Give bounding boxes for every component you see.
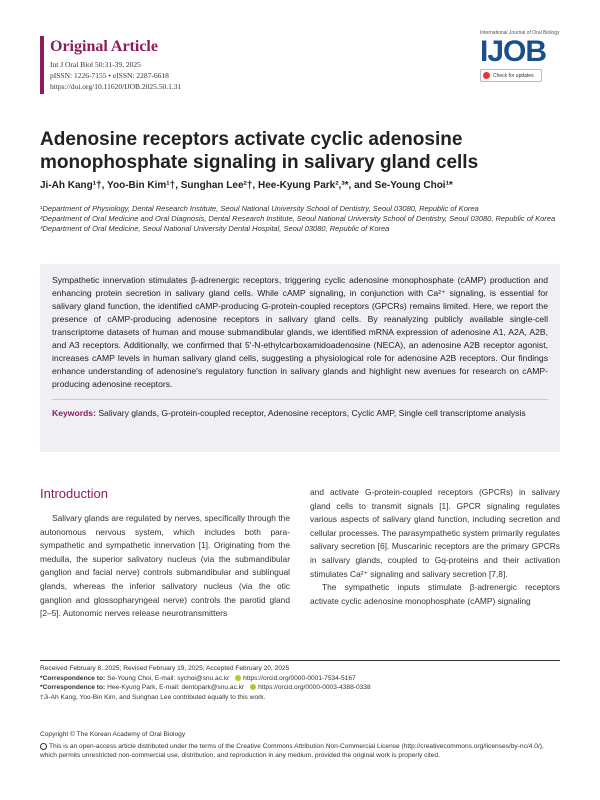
copyright-block bbox=[40, 730, 560, 763]
citation: Int J Oral Biol 50:31-39, 2025 bbox=[50, 60, 141, 69]
abstract-divider bbox=[52, 399, 548, 400]
received-dates: Received February 8, 2025; Revised February 19, 2025; Accepted February 20, 2025 bbox=[40, 665, 290, 672]
license-text: This is an open-access article distributed under the terms of the Creative Commons Attribution Non-Commercial License (http://creativecommons.org/licenses/by-nc/4.0/), which permits unrestricted non-commercial use, distribution, and reproduction in any medium, provided the original work is properly cited. bbox=[40, 743, 544, 759]
paper-title: Adenosine receptors activate cyclic adenosine monophosphate signaling in salivary gland cells bbox=[40, 129, 479, 173]
abstract-box bbox=[40, 264, 560, 452]
article-type: Original Article bbox=[50, 38, 158, 55]
intro-paragraph-2: The sympathetic inputs stimulate β-adrenergic receptors activate cyclic adenosine monophosphate (cAMP) signaling bbox=[310, 582, 560, 606]
body-right-column bbox=[310, 486, 560, 608]
footnotes bbox=[40, 660, 560, 702]
orcid-link-1[interactable]: https://orcid.org/0000-0001-7534-5167 bbox=[243, 674, 356, 682]
correspondence-2-text: Hee-Kyung Park, E-mail: dentopark@snu.ac.kr bbox=[107, 684, 245, 691]
correspondence-2-label: *Correspondence to: bbox=[40, 684, 106, 691]
correspondence-2 bbox=[40, 683, 560, 693]
affiliation-1: ¹Department of Physiology, Dental Research Institute, Seoul National University School of Dentistry, Seoul 03080, Republic of Korea bbox=[40, 204, 479, 213]
affiliation-2: ²Department of Oral Medicine and Oral Diagnosis, Dental Research Institute, Seoul National University School of Dentistry, Seoul 03080, Republic of Korea bbox=[40, 214, 556, 223]
orcid-icon bbox=[250, 684, 256, 690]
orcid-icon bbox=[235, 675, 241, 681]
check-updates-label: Check for updates bbox=[493, 72, 534, 79]
correspondence-1-text: Se-Young Choi, E-mail: sychoi@snu.ac.kr bbox=[107, 674, 230, 682]
creative-commons-icon bbox=[40, 743, 47, 750]
affiliations bbox=[40, 204, 560, 234]
intro-paragraph-1-cont: and activate G-protein-coupled receptors (GPCRs) in salivary gland cells to transmit signals [1]. GPCR signaling regulates various aspects of salivary gland function, including secretion and cellular processes. The parasympathetic system primarily regulates salivary secretion [6]. Muscarinic receptors are the primary GPCRs in salivary glands, coupled to Gq-proteins and their activation stimulates Ca²⁺ signaling and salivary secretion [7,8]. bbox=[310, 487, 560, 579]
license-text-wrap bbox=[40, 742, 560, 760]
section-heading-introduction: Introduction bbox=[40, 486, 108, 501]
copyright-line: Copyright © The Korean Academy of Oral Biology bbox=[40, 731, 186, 738]
abstract-text: Sympathetic innervation stimulates β-adrenergic receptors, triggering cyclic adenosine monophosphate (cAMP) production and enhancing protein secretion in salivary gland cells. While cAMP signaling, in conjunction with Ca²⁺ signaling, is essential for salivary gland function, the identified cAMP-producing G-protein-coupled receptors (GPCRs) remains limited. Here, we report the presence of cAMP-producing adenosine receptors in salivary gland cells. By reanalyzing publicly available single-cell transcriptome datasets of human and mouse submandibular glands, we identified mRNA expression of adenosine A1, A2A, A2B, and A3 receptors. Additionally, we confirmed that 5'-N-ethylcarboxamidoadenosine (NECA), an adenosine A2B receptor agonist, increases cAMP levels in human salivary gland cells, suggesting a physiological role for adenosine A2B receptors. Our findings enhance understanding of adenosine's regulatory function in salivary glands and highlight new avenues for research on cAMP-producing adenosine receptors. bbox=[52, 275, 548, 389]
doi-link[interactable]: https://doi.org/10.11620/IJOB.2025.50.1.31 bbox=[50, 82, 182, 91]
keywords bbox=[52, 407, 548, 419]
keywords-text: Salivary glands, G-protein-coupled receptor, Adenosine receptors, Cyclic AMP, Single cell transcriptome analysis bbox=[98, 408, 526, 418]
body-left-column bbox=[40, 512, 290, 621]
issn: pISSN: 1226-7155 • eISSN: 2287-6618 bbox=[50, 71, 169, 80]
correspondence-1-label: *Correspondence to: bbox=[40, 674, 106, 682]
header-accent-bar bbox=[40, 36, 44, 94]
equal-contribution-note: †Ji-Ah Kang, Yoo-Bin Kim, and Sunghan Lee contributed equally to this work. bbox=[40, 693, 266, 701]
correspondence-1 bbox=[40, 674, 560, 684]
journal-name: International Journal of Oral Biology bbox=[480, 30, 560, 36]
author-list: Ji-Ah Kang¹†, Yoo-Bin Kim¹†, Sunghan Lee²†, Hee-Kyung Park²,³*, and Se-Young Choi¹* bbox=[40, 180, 453, 191]
check-for-updates-button[interactable] bbox=[480, 69, 542, 82]
journal-acronym: IJOB bbox=[480, 35, 547, 68]
intro-paragraph-1: Salivary glands are regulated by nerves, specifically through the autonomous nervous system, which includes both para-sympathetic and sympathetic innervation [1]. Originating from the medulla, the superior salivatory nucleus (via the submandibular ganglion and facial nerve) controls submandibular and sublingual glands, whereas the inferior salivatory nucleus (via the otic ganglion and glossopharyngeal nerve) controls the parotid gland [2–5]. Autonomic nerves release neurotransmitters bbox=[40, 513, 290, 619]
journal-logo bbox=[480, 30, 560, 82]
orcid-link-2[interactable]: https://orcid.org/0000-0003-4388-0338 bbox=[258, 684, 371, 691]
affiliation-3: ³Department of Oral Medicine, Seoul National University Dental Hospital, Seoul 03080, Republic of Korea bbox=[40, 224, 390, 233]
keywords-label: Keywords: bbox=[52, 408, 96, 418]
check-updates-icon bbox=[483, 72, 490, 79]
